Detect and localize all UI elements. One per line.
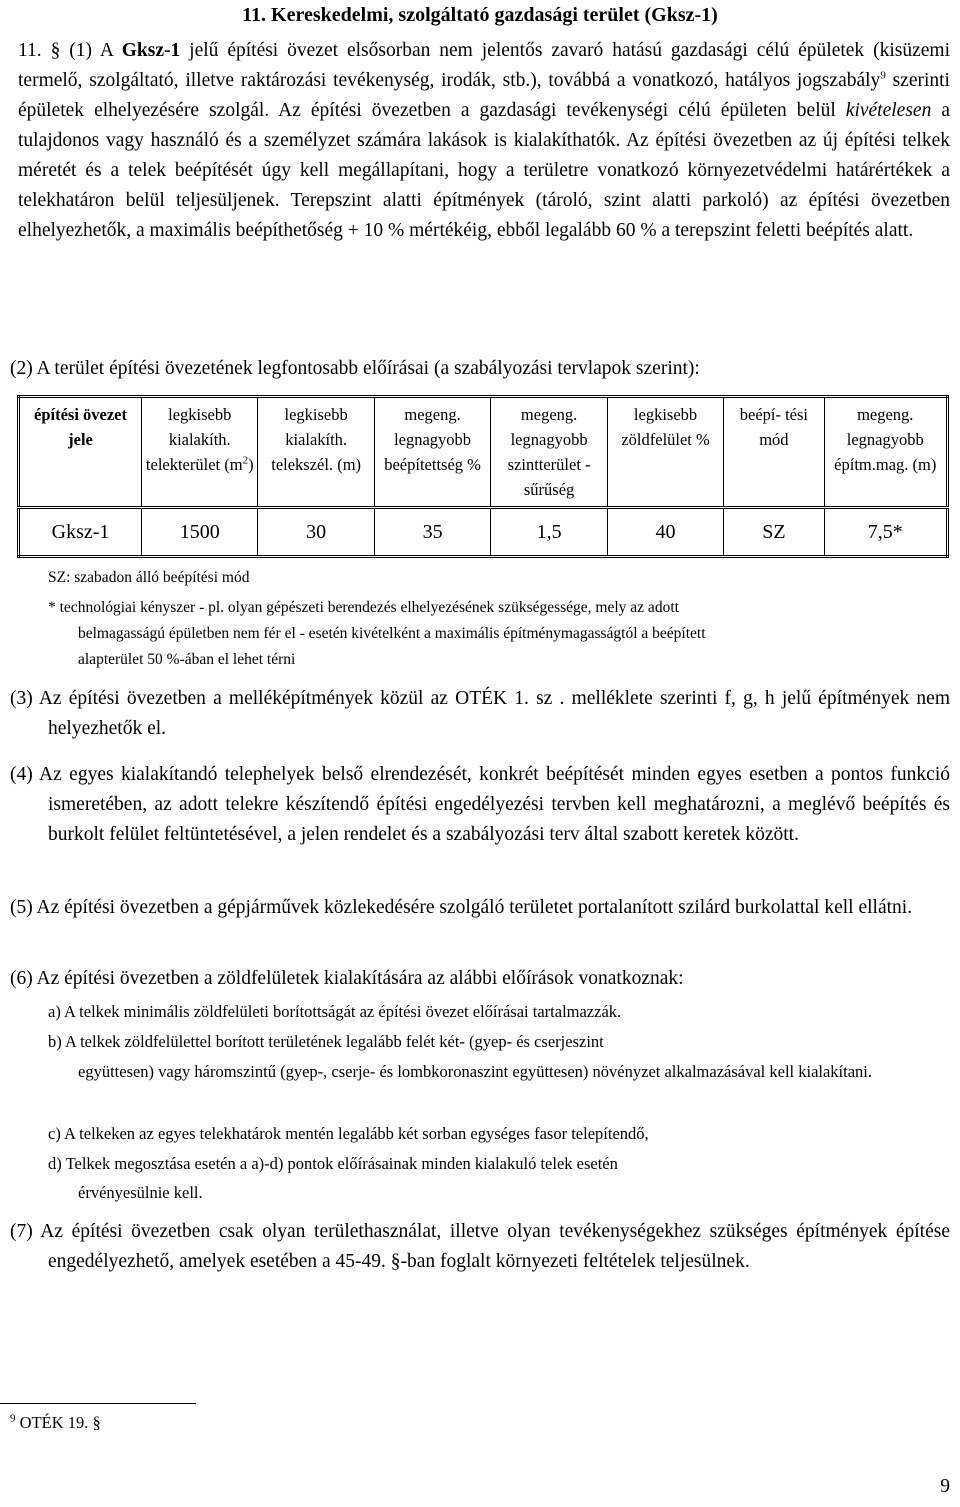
table-cell: Gksz-1 (19, 508, 142, 557)
header-cell: megeng. legnagyobb építm.mag. (m) (824, 397, 948, 508)
footnote-text: OTÉK 19. § (15, 1413, 101, 1432)
item-6b-line-2: együttesen) vagy háromszintű (gyep-, cserje- és lombkoronaszint együttesen) növényzet alkalmazásával kell kialakítani. (78, 1062, 873, 1081)
item-6b-line-1: b) A telkek zöldfelülettel borított területének legalább felét két- (gyep- és cserjeszint (48, 1032, 604, 1051)
p1-text-a: jelű építési övezet elsősorban nem jelentős zavaró hatású gazdasági célú épületek (kisüzemi termelő, szolgáltató, illetve raktározási tevékenység, irodák, stb.), továbbá a vonatkozó, hatályos jogszabály (18, 40, 950, 91)
table-cell: 35 (374, 508, 491, 557)
header-cell (142, 397, 258, 508)
paragraph-6: (6) Az építési övezetben a zöldfelületek kialakítására az alábbi előírások vonatkoznak: (10, 968, 684, 989)
p1-italic: kivételesen (845, 100, 932, 121)
header-cell: legkisebb kialakíth. telekszél. (m) (258, 397, 374, 508)
section-title: 11. Kereskedelmi, szolgáltató gazdasági terület (Gksz-1) (242, 4, 718, 26)
note-sz: SZ: szabadon álló beépítési mód (48, 569, 250, 586)
header-cell: beépí- tési mód (724, 397, 824, 508)
footnote-divider (0, 1403, 196, 1404)
table-cell: 40 (607, 508, 723, 557)
zoning-table (17, 395, 949, 558)
table-cell: 30 (258, 508, 374, 557)
table-row (19, 508, 948, 557)
paragraph-2: (2) A terület építési övezetének legfontosabb előírásai (a szabályozási tervlapok szerint): (10, 358, 700, 379)
p1-zone-code: Gksz-1 (121, 40, 181, 61)
item-6d-line-1: d) Telkek megosztása esetén a a)-d) pontok előírásainak minden kialakuló telek esetén (48, 1154, 618, 1173)
item-6a: a) A telkek minimális zöldfelületi borítottságát az építési övezet előírásai tartalmazzák. (48, 1002, 622, 1021)
header-cell: megeng. legnagyobb beépítettség % (374, 397, 491, 508)
paragraph-7: (7) Az építési övezetben csak olyan területhasználat, illetve olyan tevékenységekhez szükséges építmények építése engedélyezhető, amelyek esetében a 45-49. §-ban foglalt környezeti feltételek teljesülnek. (10, 1221, 950, 1272)
table-cell: SZ (724, 508, 824, 557)
unit-close: ) (248, 455, 254, 474)
p1-text-b: szerinti épületek elhelyezésére szolgál. Az építési övezetben a gazdasági tevékenységi célú épületen belül (18, 70, 950, 121)
table-header-row (19, 397, 948, 508)
note-star-line-3: alapterület 50 %-ában el lehet térni (78, 651, 296, 668)
footnote (10, 1411, 101, 1435)
footnote-ref: 9 (880, 69, 886, 82)
header-text: legkisebb kialakíth. telekterület (m (145, 405, 243, 474)
table-cell: 1,5 (491, 508, 608, 557)
item-6d-line-2: érvényesülnie kell. (78, 1183, 203, 1202)
header-cell: építési övezet jele (19, 397, 142, 508)
p1-lead: 11. § (1) A (18, 40, 122, 61)
unit-superscript: 2 (242, 454, 249, 467)
note-star-line-2: belmagasságú épületben nem fér el - esetén kivételként a maximális építménymagasságtól a beépített (78, 625, 706, 642)
paragraph-4: (4) Az egyes kialakítandó telephelyek belső elrendezését, konkrét beépítését minden egyes esetben a pontos funkció ismeretében, az adott telekre készítendő építési engedélyezési tervben kell meghatározni, a meglévő beépítés és burkolt felület feltüntetésével, a jelen rendelet és a szabályozási terv által szabott keretek között. (10, 764, 950, 845)
note-star-line-1: * technológiai kényszer - pl. olyan gépészeti berendezés elhelyezésének szükségessége, mely az adott (48, 599, 679, 616)
p1-text-c: a tulajdonos vagy használó és a személyzet számára lakások is kialakíthatók. Az építési övezetben az új építési telkek méretét és a telek beépítését úgy kell megállapítani, hogy a területre vonatkozó környezetvédelmi határértékek a telekhatáron belül teljesüljenek. Terepszint alatti építmények (tároló, szint alatti parkoló) az építési övezetben elhelyezhetők, a maximális beépíthetőség + 10 % mértékéig, ebből legalább 60 % a terepszint feletti beépítés alatt. (18, 100, 950, 241)
paragraph-5: (5) Az építési övezetben a gépjárművek közlekedésére szolgáló területet portalanított szilárd burkolattal kell ellátni. (10, 897, 913, 918)
paragraph-1 (18, 36, 950, 246)
item-6c: c) A telkeken az egyes telekhatárok mentén legalább két sorban egységes fasor telepítendő, (48, 1124, 649, 1143)
table-cell: 7,5* (824, 508, 948, 557)
footnote-number: 9 (10, 1412, 16, 1425)
header-cell: megeng. legnagyobb szintterület -sűrűség (491, 397, 608, 508)
paragraph-3: (3) Az építési övezetben a melléképítmények közül az OTÉK 1. sz . melléklete szerinti f, g, h jelű építmények nem helyezhetők el. (10, 688, 950, 739)
header-cell: legkisebb zöldfelület % (607, 397, 723, 508)
page-number: 9 (940, 1476, 950, 1497)
table-cell: 1500 (142, 508, 258, 557)
